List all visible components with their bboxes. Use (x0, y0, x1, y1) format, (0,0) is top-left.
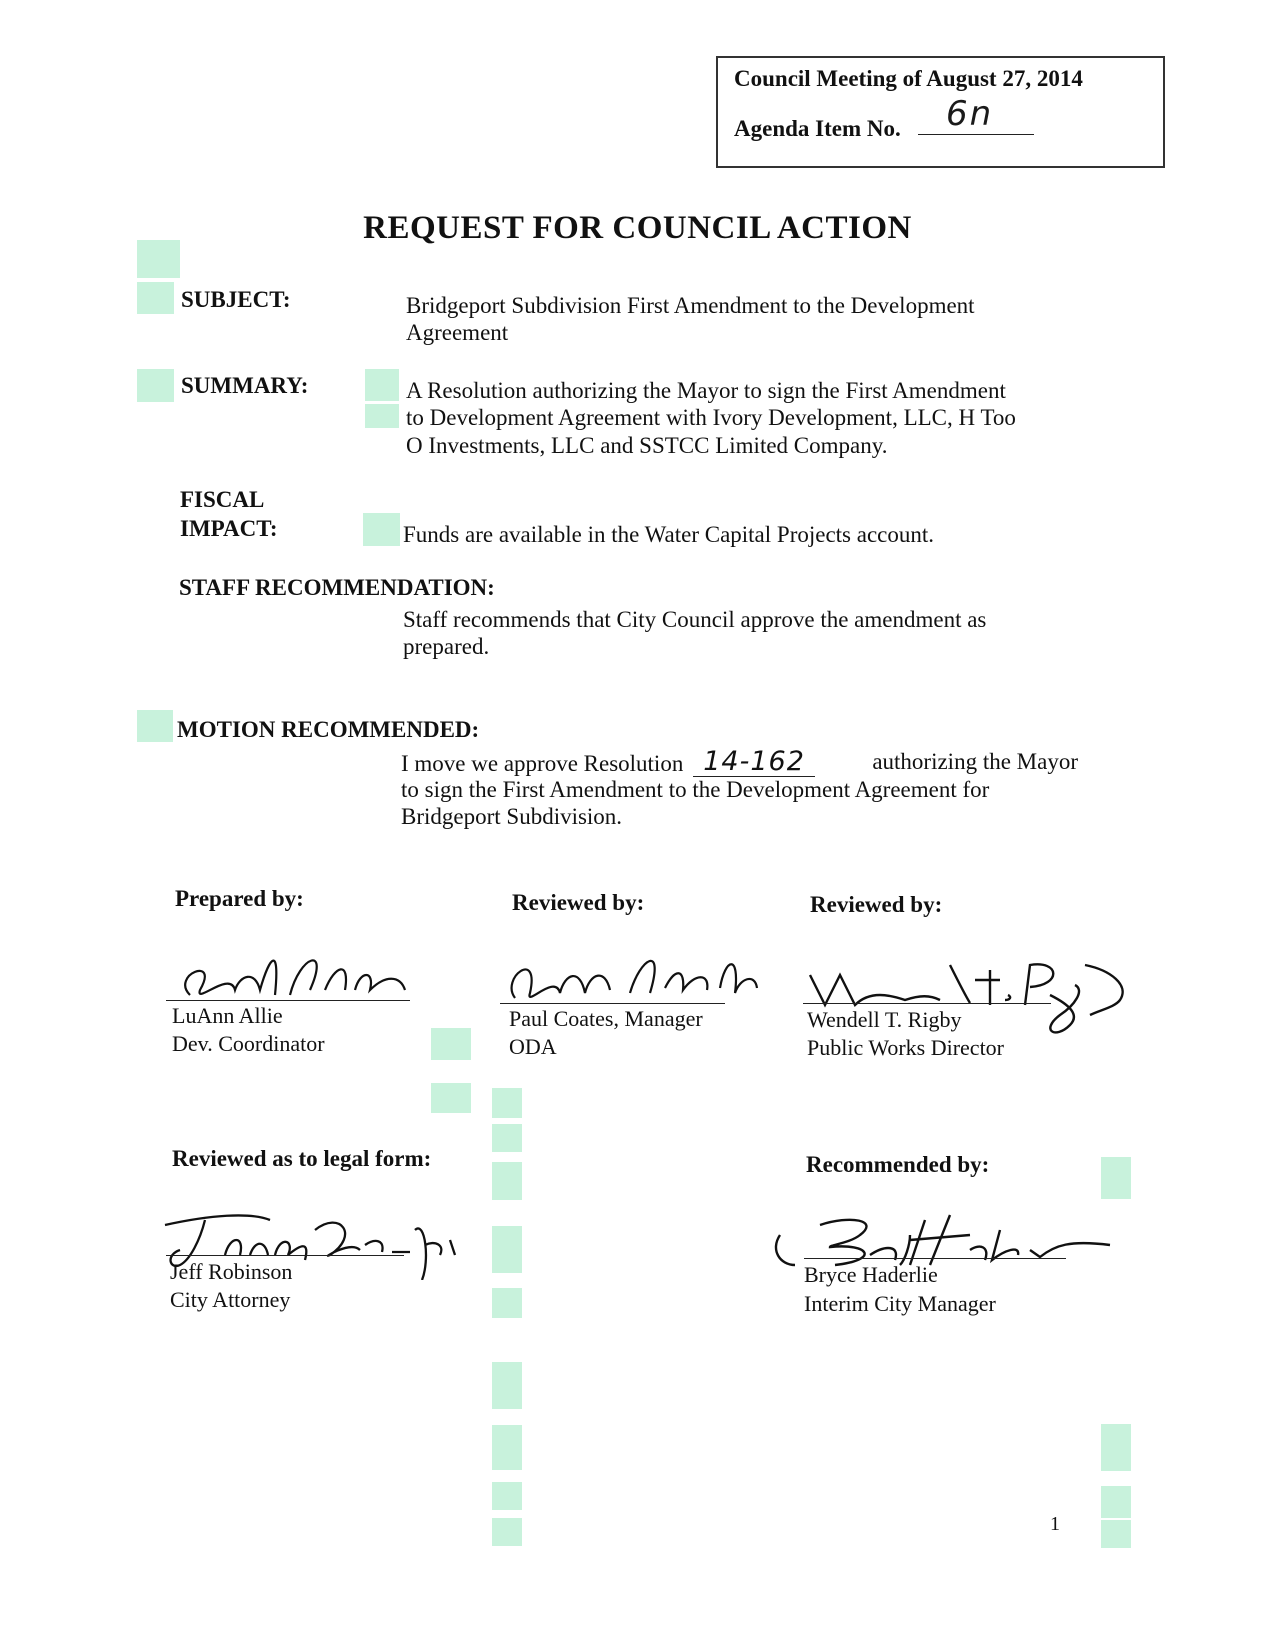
motion-line-2: to sign the First Amendment to the Development Agreement for (401, 777, 990, 802)
highlight-mark (1101, 1157, 1131, 1199)
fiscal-text: Funds are available in the Water Capital Projects account. (403, 522, 935, 547)
signature-line (500, 1003, 725, 1004)
reviewed-by-heading-1: Reviewed by: (512, 890, 645, 915)
highlight-mark (1101, 1424, 1131, 1471)
signature-line (166, 1255, 404, 1256)
summary-line-1: A Resolution authorizing the Mayor to sign the First Amendment (406, 378, 1006, 403)
meeting-info-box (716, 56, 1165, 168)
subject-label: SUBJECT: (181, 287, 291, 312)
meeting-date: Council Meeting of August 27, 2014 (734, 66, 1083, 91)
highlight-mark (431, 1083, 471, 1113)
motion-label: MOTION RECOMMENDED: (177, 717, 480, 742)
signer-title-1: Dev. Coordinator (172, 1031, 325, 1056)
page-number: 1 (1050, 1513, 1060, 1535)
highlight-mark (492, 1088, 522, 1118)
fiscal-label-1: FISCAL (180, 487, 265, 512)
signature-line (804, 1258, 1066, 1259)
legal-review-heading: Reviewed as to legal form: (172, 1146, 432, 1171)
staff-line-2: prepared. (403, 634, 490, 659)
signer-title-4: City Attorney (170, 1287, 291, 1312)
summary-line-3: O Investments, LLC and SSTCC Limited Company. (406, 433, 888, 458)
signer-title-3: Public Works Director (807, 1035, 1005, 1060)
highlight-mark (1101, 1520, 1131, 1548)
highlight-mark (431, 1028, 471, 1060)
signature-line (803, 1003, 1051, 1004)
recommended-by-heading: Recommended by: (806, 1152, 990, 1177)
fiscal-label-2: IMPACT: (180, 516, 278, 541)
highlight-mark (492, 1124, 522, 1152)
highlight-mark (137, 282, 174, 314)
summary-label: SUMMARY: (181, 373, 309, 398)
motion-line-1-after: authorizing the Mayor (872, 749, 1078, 774)
signer-name-3: Wendell T. Rigby (807, 1007, 962, 1032)
highlight-mark (492, 1425, 522, 1470)
signer-name-1: LuAnn Allie (172, 1003, 283, 1028)
signature-paul-coates (495, 938, 765, 1013)
page-title: REQUEST FOR COUNCIL ACTION (363, 210, 912, 246)
highlight-mark (365, 369, 399, 401)
motion-line-1-before: I move we approve Resolution (401, 751, 684, 776)
subject-line-1: Bridgeport Subdivision First Amendment to the Development (406, 293, 975, 318)
motion-line-3: Bridgeport Subdivision. (401, 804, 623, 829)
highlight-mark (137, 240, 180, 278)
staff-label: STAFF RECOMMENDATION: (179, 575, 495, 600)
signer-title-2: ODA (509, 1034, 557, 1059)
highlight-mark (492, 1288, 522, 1318)
highlight-mark (492, 1226, 522, 1273)
signer-title-5: Interim City Manager (804, 1291, 996, 1316)
highlight-mark (492, 1482, 522, 1510)
staff-line-1: Staff recommends that City Council approve the amendment as (403, 607, 987, 632)
highlight-mark (137, 710, 173, 742)
agenda-item-value: 6n (946, 94, 994, 134)
highlight-mark (492, 1362, 522, 1409)
highlight-mark (492, 1162, 522, 1200)
prepared-by-heading: Prepared by: (175, 886, 304, 911)
highlight-mark (365, 404, 399, 428)
highlight-mark (137, 369, 174, 402)
highlight-mark (363, 513, 400, 546)
motion-line-1 (401, 748, 1078, 777)
agenda-item-line (918, 94, 1034, 135)
signer-name-5: Bryce Haderlie (804, 1262, 938, 1287)
highlight-mark (1101, 1486, 1131, 1518)
highlight-mark (492, 1518, 522, 1546)
summary-line-2: to Development Agreement with Ivory Development, LLC, H Too (406, 405, 1016, 430)
subject-line-2: Agreement (406, 320, 509, 345)
signature-line (166, 1000, 410, 1001)
agenda-label: Agenda Item No. (734, 116, 901, 141)
signer-name-4: Jeff Robinson (170, 1259, 293, 1284)
resolution-number: 14-162 (703, 746, 805, 777)
signer-name-2: Paul Coates, Manager (509, 1006, 703, 1031)
reviewed-by-heading-2: Reviewed by: (810, 892, 943, 917)
